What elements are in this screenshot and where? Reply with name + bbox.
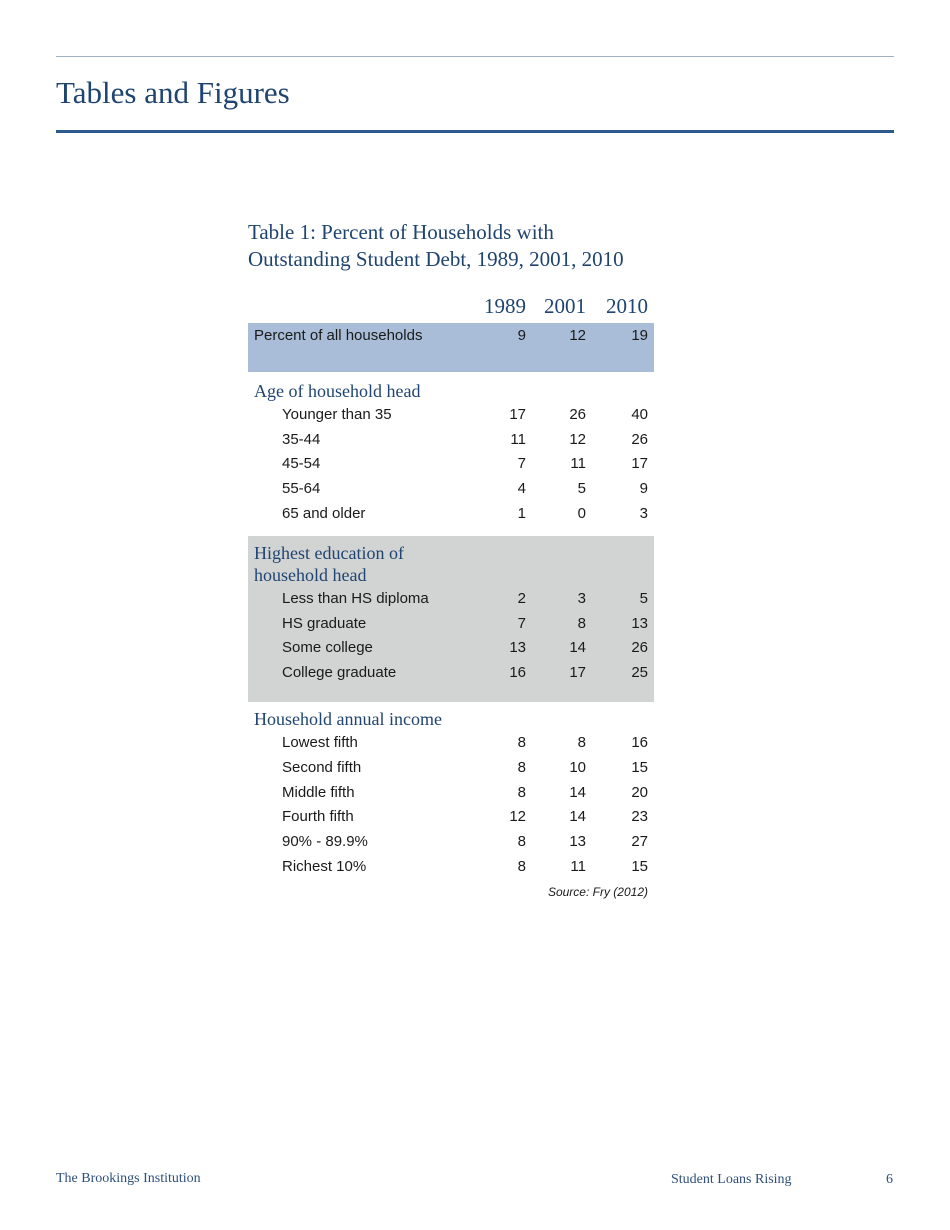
value-1989: 8 <box>517 783 526 801</box>
value-1989: 12 <box>509 808 526 826</box>
value-2010: 15 <box>631 858 648 876</box>
row-label: 55-64 <box>282 480 321 498</box>
value-2001: 5 <box>577 480 586 498</box>
value-1989: 1 <box>517 505 526 523</box>
table-row <box>248 730 654 755</box>
value-1989: 11 <box>510 430 526 448</box>
table-row <box>248 402 654 427</box>
table-row <box>248 501 654 526</box>
table-row <box>248 611 654 636</box>
row-label: 65 and older <box>282 505 366 523</box>
table-caption-line2: Outstanding Student Debt, 1989, 2001, 2010 <box>248 247 624 271</box>
value-2010: 5 <box>586 586 654 611</box>
table-row <box>248 829 654 854</box>
table-block <box>248 219 654 899</box>
section-title-education-line2: household head <box>254 564 367 585</box>
row-label: HS graduate <box>248 611 478 636</box>
value-2001: 11 <box>570 858 586 876</box>
value-2001: 14 <box>526 636 586 661</box>
value-2010: 15 <box>631 758 648 776</box>
value-1989: 2 <box>478 586 526 611</box>
table-row <box>248 586 654 611</box>
value-2001: 13 <box>569 833 586 851</box>
value-2001: 0 <box>577 505 586 523</box>
row-label: 90% - 89.9% <box>282 833 368 851</box>
row-label: Fourth fifth <box>282 808 354 826</box>
value-2010: 23 <box>631 808 648 826</box>
table-row <box>248 854 654 879</box>
value-1989: 17 <box>509 405 526 423</box>
table-row <box>248 805 654 830</box>
row-label: Less than HS diploma <box>248 586 478 611</box>
value-2001: 10 <box>569 758 586 776</box>
value-1989: 13 <box>478 636 526 661</box>
value-2010: 27 <box>631 833 648 851</box>
value-2001: 8 <box>526 611 586 636</box>
source-note: Source: Fry (2012) <box>547 884 648 899</box>
table-row-spacer <box>248 526 654 536</box>
section-title-income: Household annual income <box>254 709 442 730</box>
value-2010: 20 <box>631 783 648 801</box>
value-1989: 4 <box>517 480 526 498</box>
footer-page-number: 6 <box>886 1172 893 1187</box>
row-label: 45-54 <box>282 455 321 473</box>
value-2001: 8 <box>577 734 586 752</box>
value-2010: 13 <box>586 611 654 636</box>
table-row <box>248 780 654 805</box>
table-caption-line1: Table 1: Percent of Households with <box>248 220 554 244</box>
table-row <box>248 636 654 661</box>
value-2010: 25 <box>586 660 654 685</box>
heading-rule <box>56 130 894 133</box>
data-table <box>248 323 654 879</box>
value-1989: 8 <box>517 833 526 851</box>
section-title-age: Age of household head <box>254 381 421 401</box>
year-header-2001: 2001 <box>544 294 586 318</box>
row-label: Middle fifth <box>282 783 355 801</box>
value-2001: 12 <box>569 430 586 448</box>
top-rule <box>56 56 894 57</box>
row-label: 35-44 <box>282 430 321 448</box>
table-row <box>248 427 654 452</box>
table-row <box>248 452 654 477</box>
table-row-spacer <box>248 685 654 702</box>
table-row <box>248 755 654 780</box>
year-header-2010: 2010 <box>606 294 648 318</box>
value-2001: 14 <box>569 783 586 801</box>
value-2010: 16 <box>631 734 648 752</box>
value-2010: 26 <box>586 636 654 661</box>
row-label: Lowest fifth <box>282 734 358 752</box>
value-2010: 26 <box>631 430 648 448</box>
table-row-overall <box>248 323 654 348</box>
section-title-row-age <box>248 372 654 402</box>
value-1989: 16 <box>478 660 526 685</box>
section-title-education-line1: Highest education of <box>254 542 404 563</box>
value-2001: 3 <box>526 586 586 611</box>
row-label: Some college <box>248 636 478 661</box>
row-label: Richest 10% <box>282 858 367 876</box>
table-row <box>248 476 654 501</box>
section-title-row-income <box>248 702 654 730</box>
value-2001: 14 <box>569 808 586 826</box>
row-label: Percent of all households <box>248 323 478 348</box>
value-1989: 7 <box>478 611 526 636</box>
value-2010: 19 <box>586 323 654 348</box>
value-1989: 8 <box>517 734 526 752</box>
footer-publisher: The Brookings Institution <box>56 1171 201 1186</box>
value-2010: 40 <box>631 405 648 423</box>
page-heading: Tables and Figures <box>56 75 290 110</box>
year-header <box>248 292 654 318</box>
table-row <box>248 660 654 685</box>
footer-report-title: Student Loans Rising <box>671 1172 792 1187</box>
year-header-1989: 1989 <box>484 294 526 318</box>
value-1989: 9 <box>478 323 526 348</box>
value-1989: 7 <box>517 455 526 473</box>
value-2001: 11 <box>570 455 586 473</box>
row-label: College graduate <box>248 660 478 685</box>
value-2001: 12 <box>526 323 586 348</box>
value-1989: 8 <box>517 758 526 776</box>
value-2010: 9 <box>639 480 648 498</box>
table-caption <box>248 219 654 273</box>
value-2001: 17 <box>526 660 586 685</box>
row-label: Second fifth <box>282 758 362 776</box>
value-2010: 17 <box>631 455 648 473</box>
row-label: Younger than 35 <box>282 405 392 423</box>
table-row-spacer <box>248 348 654 372</box>
section-title-row-education <box>248 536 654 586</box>
value-2010: 3 <box>639 505 648 523</box>
value-2001: 26 <box>569 405 586 423</box>
value-1989: 8 <box>517 858 526 876</box>
